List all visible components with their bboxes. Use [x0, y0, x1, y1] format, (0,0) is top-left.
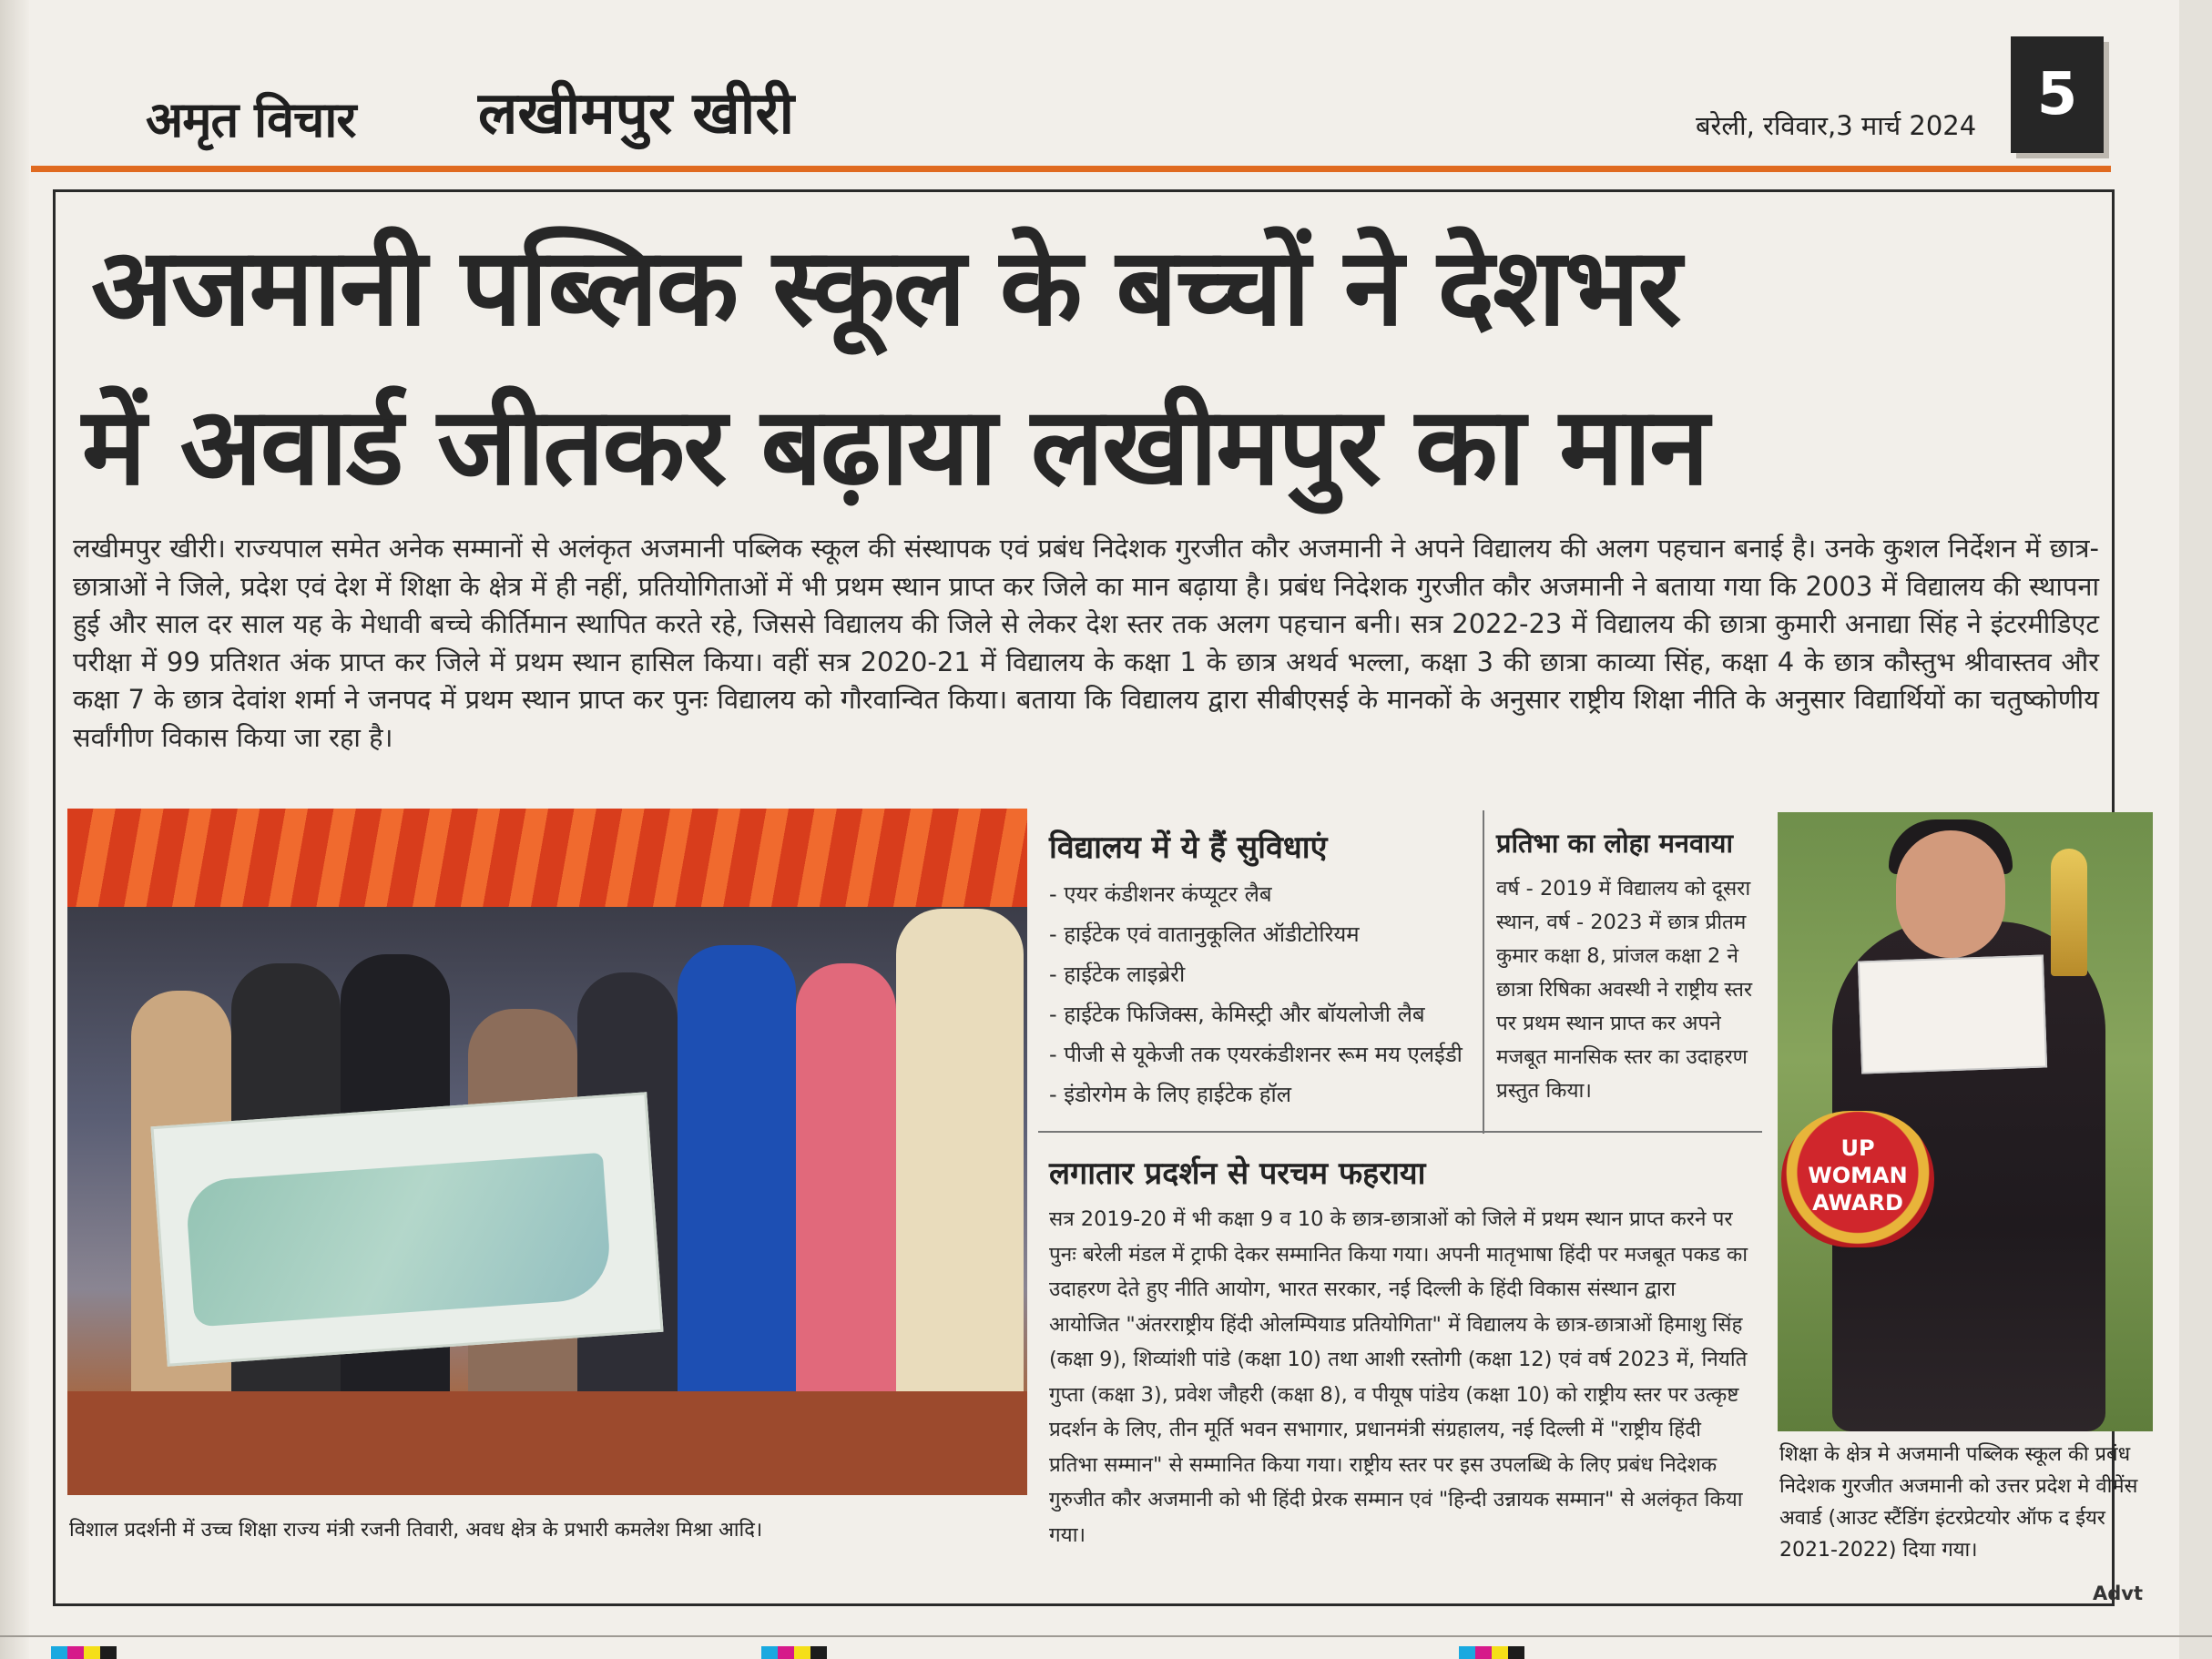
photo-caption: विशाल प्रदर्शनी में उच्च शिक्षा राज्य मंत्री रजनी तिवारी, अवध क्षेत्र के प्रभारी कमलेश मिश्रा आदि। — [69, 1519, 763, 1542]
award-badge: UP WOMAN AWARD — [1781, 1111, 1934, 1247]
event-photo — [67, 809, 1027, 1495]
list-item: - पीजी से यूकेजी तक एयरकंडीशनर रूम मय एलईडी — [1049, 1042, 1463, 1067]
headline-line-1: अजमानी पब्लिक स्कूल के बच्चों ने देशभर — [91, 224, 1680, 350]
facilities-title: विद्यालय में ये हैं सुविधाएं — [1049, 830, 1328, 866]
list-item: - हाईटेक लाइब्रेरी — [1049, 962, 1186, 987]
trim-line — [0, 1635, 2212, 1637]
pratibha-title: प्रतिभा का लोहा मनवाया — [1496, 828, 1733, 859]
print-color-bar — [1459, 1646, 1524, 1659]
column-divider — [1483, 810, 1484, 1134]
lagatar-title: लगातार प्रदर्शन से परचम फहराया — [1049, 1155, 1426, 1192]
pratibha-text: वर्ष - 2019 में विद्यालय को दूसरा स्थान, वर्ष - 2023 में छात्र प्रीतम कुमार कक्षा 8, प्रांजल कक्षा 2 ने छात्रा रिषिका अवस्थी ने राष्ट्रीय स्तर पर प्रथम स्थान प्राप्त कर अपने मजबूत मानसिक स्तर का उदाहरण प्रस्तुत किया। — [1496, 877, 1753, 1103]
list-item: - एयर कंडीशनर कंप्यूटर लैब — [1049, 881, 1272, 907]
print-color-bar — [761, 1646, 827, 1659]
headline-line-2: में अवार्ड जीतकर बढ़ाया लखीमपुर का मान — [82, 383, 1707, 509]
print-color-bar — [51, 1646, 117, 1659]
page-fold-shadow — [0, 0, 29, 1659]
masthead-brand: अमृत विचार — [146, 91, 356, 148]
lead-paragraph: लखीमपुर खीरी। राज्यपाल समेत अनेक सम्मानों से अलंकृत अजमानी पब्लिक स्कूल की संस्थापक एवं प्रबंध निदेशक गुरजीत कौर अजमानी ने अपने विद्यालय की अलग पहचान बनाई है। उनके कुशल निर्देशन में छात्र-छात्राओं ने जिले, प्रदेश एवं देश में शिक्षा के क्षेत्र में ही नहीं, प्रतियोगिताओं में भी प्रथम स्थान प्राप्त कर जिले का मान बढ़ाया है। प्रबंध निदेशक गुरजीत कौर अजमानी ने बताया गया कि 2003 में विद्यालय की स्थापना हुई और साल दर साल यह के मेधावी बच्चे कीर्तिमान स्थापित करते रहे, जिससे विद्यालय की जिले से लेकर देश स्तर तक अलग पहचान बनी। सत्र 2022-23 में विद्यालय की छात्रा कुमारी अनाद्या सिंह ने इंटरमीडिएट परीक्षा में 99 प्रतिशत अंक प्राप्त कर जिले में प्रथम स्थान हासिल किया। वहीं सत्र 2020-21 में विद्यालय के कक्षा 1 के छात्र अथर्व भल्ला, कक्षा 3 की छात्रा काव्या सिंह, कक्षा 4 के छात्र कौस्तुभ श्रीवास्तव और कक्षा 7 के छात्र देवांश शर्मा ने जनपद में प्रथम स्थान प्राप्त कर पुनः विद्यालय को गौरवान्वित किया। बताया कि विद्यालय द्वारा सीबीएसई के मानकों के अनुसार राष्ट्रीय शिक्षा नीति के अनुसार विद्यार्थियों का चतुष्कोणीय सर्वांगीण विकास किया जा रहा है। — [73, 533, 2099, 753]
list-item: - हाईटेक एवं वातानुकूलित ऑडीटोरियम — [1049, 921, 1360, 947]
award-caption: शिक्षा के क्षेत्र मे अजमानी पब्लिक स्कूल की प्रबंध निदेशक गुरजीत अजमानी को उत्तर प्रदेश मे वीमेंस अवार्ड (आउट स्टैंडिंग इंटरप्रेटयोर ऑफ द ईयर 2021-2022) दिया गया। — [1779, 1443, 2138, 1562]
photo-person — [678, 945, 796, 1400]
photo-backdrop — [67, 809, 1027, 907]
photo-person — [896, 909, 1024, 1400]
advt-label: Advt — [2093, 1583, 2144, 1604]
list-item: - हाईटेक फिजिक्स, केमिस्ट्री और बॉयलोजी लैब — [1049, 1002, 1425, 1027]
facilities-list — [1049, 874, 1463, 1114]
section-divider — [1038, 1131, 1762, 1133]
photo-person — [796, 963, 896, 1400]
list-item: - इंडोरगेम के लिए हाईटेक हॉल — [1049, 1082, 1292, 1107]
trophy-icon — [2051, 849, 2087, 976]
masthead-city: लखीमपुर खीरी — [478, 80, 795, 148]
masthead-dateline: बरेली, रविवार,3 मार्च 2024 — [1696, 110, 1977, 141]
ceremonial-cheque — [150, 1092, 663, 1366]
photo-floor — [67, 1391, 1027, 1495]
certificate — [1858, 954, 2047, 1074]
masthead-rule — [31, 166, 2111, 172]
page-number: 5 — [2011, 36, 2104, 153]
lagatar-text: सत्र 2019-20 में भी कक्षा 9 व 10 के छात्र-छात्राओं को जिले में प्रथम स्थान प्राप्त करने पर पुनः बरेली मंडल में ट्राफी देकर सम्मानित किया गया। अपनी मातृभाषा हिंदी पर मजबूत पकड का उदाहरण देते हुए नीति आयोग, भारत सरकार, नई दिल्ली के हिंदी विकास संस्थान द्वारा आयोजित "अंतरराष्ट्रीय हिंदी ओलम्पियाड प्रतियोगिता" में विद्यालय के छात्र-छात्राओं हिमाशु सिंह (कक्षा 9), शिव्यांशी पांडे (कक्षा 10) तथा आशी रस्तोगी (कक्षा 12) एवं वर्ष 2023 में, नियति गुप्ता (कक्षा 3), प्रवेश जौहरी (कक्षा 8), व पीयूष पांडेय (कक्षा 10) को राष्ट्रीय स्तर पर उत्कृष्ट प्रदर्शन के लिए, तीन मूर्ति भवन सभागार, प्रधानमंत्री संग्रहालय, नई दिल्ली में "राष्ट्रीय हिंदी प्रतिभा सम्मान" से सम्मानित किया गया। राष्ट्रीय स्तर पर इस उपलब्धि के लिए प्रबंध निदेशक गुरुजीत कौर अजमानी को भी हिंदी प्रेरक सम्मान एवं "हिन्दी उन्नायक सम्मान" से अलंकृत किया गया। — [1049, 1207, 1748, 1547]
